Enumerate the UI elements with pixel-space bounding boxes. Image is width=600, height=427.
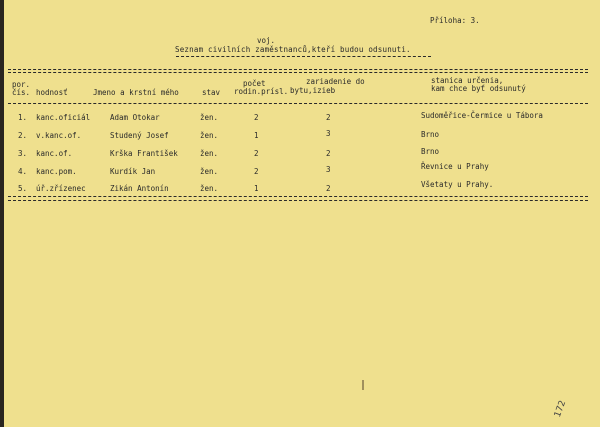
header-separator	[8, 103, 588, 104]
row-status: žen.	[200, 113, 219, 122]
row-name: Kurdík Jan	[110, 167, 156, 176]
row-number: 1.	[18, 113, 28, 122]
table-bottom-border-2	[8, 200, 588, 201]
col-por-2: čís.	[12, 88, 31, 97]
title-underline	[176, 56, 431, 57]
row-family: 1	[254, 184, 259, 193]
row-name: Krška František	[110, 149, 178, 158]
row-rank: v.kanc.of.	[36, 131, 82, 140]
row-furniture: 2	[326, 184, 331, 193]
row-family: 2	[254, 113, 259, 122]
row-name: Zikán Antonín	[110, 184, 169, 193]
row-destination: Řevnice u Prahy	[421, 162, 489, 171]
row-family: 1	[254, 131, 259, 140]
title-prefix: voj.	[257, 36, 276, 45]
appendix-label: Příloha: 3.	[430, 16, 480, 25]
row-status: žen.	[200, 149, 219, 158]
row-number: 5.	[18, 184, 28, 193]
table-bottom-border	[8, 196, 588, 197]
row-status: žen.	[200, 131, 219, 140]
row-furniture: 2	[326, 149, 331, 158]
row-destination: Sudoměřice-Čermice u Tábora	[421, 111, 543, 120]
col-rank: hodnosť	[36, 88, 68, 97]
row-family: 2	[254, 167, 259, 176]
row-family: 2	[254, 149, 259, 158]
row-rank: kanc.pom.	[36, 167, 77, 176]
row-number: 2.	[18, 131, 28, 140]
row-name: Adam Otokar	[110, 113, 160, 122]
page-number: 172	[552, 399, 569, 419]
row-status: žen.	[200, 184, 219, 193]
col-furniture-2: bytu,izieb	[290, 86, 336, 95]
col-family-2: rodin.prísl.	[234, 87, 289, 96]
row-number: 3.	[18, 149, 28, 158]
col-family-1: počet	[243, 79, 266, 88]
table-top-border	[8, 69, 588, 70]
col-destination-1: stanica určenia,	[431, 76, 504, 85]
row-destination: Brno	[421, 147, 440, 156]
row-destination: Brno	[421, 130, 440, 139]
col-furniture-1: zariadenie do	[306, 77, 365, 86]
col-destination-2: kam chce byť odsunutý	[431, 84, 526, 93]
paper-mark	[362, 380, 364, 390]
row-destination: Všetaty u Prahy.	[421, 180, 494, 189]
col-por-1: por.	[12, 80, 31, 89]
row-rank: kanc.oficiál	[36, 113, 91, 122]
row-furniture: 3	[326, 129, 331, 138]
table-top-border-2	[8, 72, 588, 73]
row-furniture: 3	[326, 165, 331, 174]
row-number: 4.	[18, 167, 28, 176]
row-rank: kanc.of.	[36, 149, 73, 158]
row-rank: úř.zřízenec	[36, 184, 86, 193]
document-title: Seznam civilních zaměstnanců,kteří budou odsunuti.	[175, 45, 411, 54]
row-status: žen.	[200, 167, 219, 176]
col-status: stav	[202, 88, 221, 97]
scan-edge	[0, 0, 4, 427]
row-name: Studený Josef	[110, 131, 169, 140]
col-name: Jmeno a krstní mého	[93, 88, 179, 97]
row-furniture: 2	[326, 113, 331, 122]
